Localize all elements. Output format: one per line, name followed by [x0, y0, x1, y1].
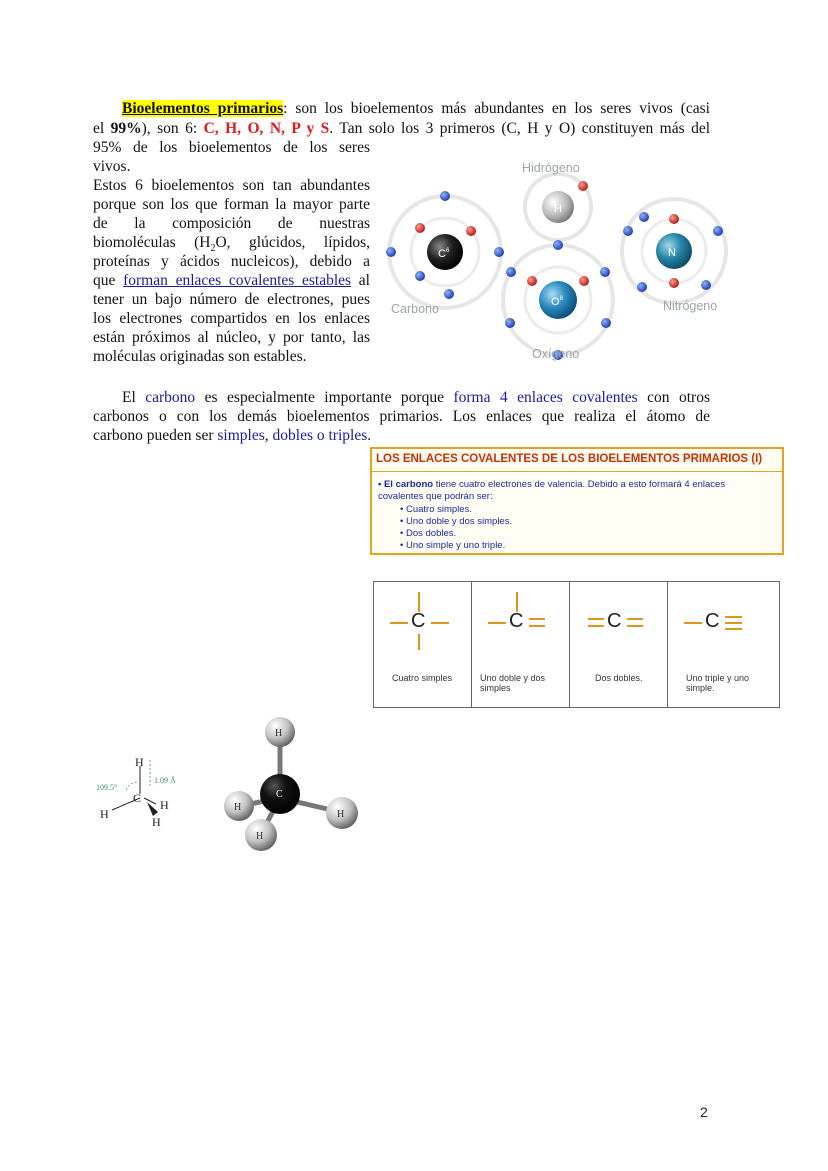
para1-line1: Bioelementos primarios: son los bioelementos más abundantes en los seres vivos (casi [122, 100, 710, 117]
para2-line1: El carbono es especialmente importante porque forma 4 enlaces covalentes con otros [122, 389, 711, 406]
para1-line7: de la composición de nuestras [93, 215, 370, 232]
methane-structural-diagram [92, 752, 202, 832]
infobox-item: • Uno doble y dos simples. [400, 515, 513, 527]
word-dobles-triples: dobles o triples [272, 427, 368, 444]
methane-c: C [133, 791, 142, 805]
bond-types-table [373, 581, 780, 708]
methane-h-left: H [100, 807, 109, 821]
para1-line6: porque son los que forman la mayor parte [93, 196, 370, 213]
atom-h-symbol: H [554, 203, 562, 215]
atoms-illustration [380, 155, 740, 367]
bond-carbon-symbol: C [509, 610, 524, 632]
bond-cell-four-single [374, 582, 472, 707]
methane-angle: 109.5° [96, 783, 118, 792]
elements-list: C, H, O, N, P y S [203, 120, 330, 137]
methane-h-top: H [135, 755, 144, 769]
page-number: 2 [700, 1104, 708, 1120]
infobox-item: • Uno simple y uno triple. [400, 540, 506, 552]
para1-line11: tener un bajo número de electrones, pues [93, 291, 370, 308]
methane-3d-model [218, 712, 368, 854]
para2-line3: carbono pueden ser simples, dobles o triples. [93, 427, 372, 444]
para1-line8: biomoléculas ($H_2O$, glúcidos, lípidos, [93, 234, 370, 255]
svg-text:C: C [276, 789, 283, 800]
infobox-item: • Cuatro simples. [400, 503, 472, 515]
svg-text:H: H [275, 728, 283, 739]
para1-line10: que forman enlaces covalentes estables al [93, 272, 370, 289]
bond-cell-triple-single [668, 582, 779, 707]
bond-caption: Uno doble y dos simples [480, 673, 546, 693]
bond-caption: Uno triple y uno simple. [686, 673, 750, 693]
label-oxigeno: Oxígeno [532, 347, 580, 361]
para2-line2: carbonos o con los demás bioelementos primarios. Los enlaces que realiza el átomo de [93, 408, 710, 425]
word-simples: simples [217, 427, 265, 444]
para1-line9: proteínas y ácidos nucleicos), debido a [93, 253, 370, 270]
para1-line4: vivos. [93, 158, 131, 175]
term-bioelementos-primarios: Bioelementos primarios [122, 100, 284, 117]
infobox-body: • El carbono tiene cuatro electrones de valencia. Debido a esto formará 4 enlaces covalentes que podrán ser: • Cuatro simples. • Uno doble y dos simples. • Dos dobles. • Uno simple y uno triple. [378, 479, 726, 552]
para1-line5: Estos 6 bioelementos son tan abundantes [93, 177, 370, 194]
methane-length: 1.09 Å [154, 776, 176, 785]
atom-o-symbol: $O^8$ [551, 296, 563, 308]
link-enlaces-covalentes[interactable]: forman enlaces covalentes estables [123, 272, 352, 289]
methane-h-bottom: H [152, 815, 161, 829]
para1-line12: los electrones compartidos en los enlaces [93, 310, 370, 327]
para1-line3: 95% de los bioelementos de los seres [93, 139, 370, 156]
phrase-forma-4-enlaces: forma 4 enlaces covalentes [453, 389, 638, 406]
bond-carbon-symbol: C [607, 610, 622, 632]
atom-c-symbol: $C^6$ [438, 248, 450, 260]
bond-cell-double-two-single [472, 582, 570, 707]
bond-carbon-symbol: C [705, 610, 720, 632]
label-nitrogeno: Nitrógeno [663, 299, 718, 313]
para1-line2: el 99%), son 6: C, H, O, N, P y S. Tan solo los 3 primeros (C, H y O) constituyen más del [93, 120, 711, 137]
para1-line13: están próximos al núcleo, y por tanto, las [93, 329, 370, 346]
infobox-item: • Dos dobles. [400, 528, 457, 540]
svg-text:H: H [337, 809, 345, 820]
bond-caption: Cuatro simples [392, 673, 453, 683]
label-hidrogeno: Hidrógeno [522, 161, 580, 175]
atom-n-symbol: N [668, 247, 676, 259]
word-carbono: carbono [145, 389, 196, 406]
svg-text:H: H [234, 802, 242, 813]
methane-h-right: H [160, 798, 169, 812]
label-carbono: Carbono [391, 302, 439, 316]
svg-text:H: H [256, 831, 264, 842]
infobox-title: LOS ENLACES COVALENTES DE LOS BIOELEMENTOS PRIMARIOS (I) [376, 453, 763, 465]
bond-cell-two-double [570, 582, 668, 707]
infobox-title-underline [372, 471, 782, 472]
bond-carbon-symbol: C [411, 610, 426, 632]
covalent-bonds-infobox [370, 447, 784, 555]
para1-line14: moléculas originadas son estables. [93, 348, 307, 365]
bond-caption: Dos dobles. [595, 673, 643, 683]
